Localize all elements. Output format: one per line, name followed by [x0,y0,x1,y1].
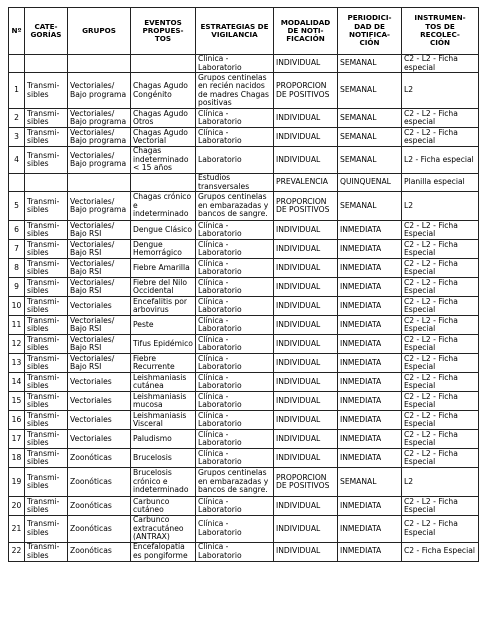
table-row [9,55,479,73]
cell-periodicidad: SEMANAL [338,192,402,221]
cell-modalidad: INDIVIDUAL [274,316,338,335]
cell-instrumento: C2 - L2 - Ficha Especial [402,335,479,354]
cell-periodicidad: INMEDIATA [338,373,402,392]
cell-categoria: Transmi-sibles [25,128,68,147]
cell-categoria [25,55,68,73]
cell-number: 14 [9,373,25,392]
cell-modalidad: INDIVIDUAL [274,221,338,240]
cell-grupo: Zoonóticas [68,497,131,516]
cell-grupo: Vectoriales/ Bajo programa [68,128,131,147]
cell-number: 12 [9,335,25,354]
cell-number: 4 [9,147,25,174]
cell-instrumento: L2 [402,468,479,497]
cell-modalidad: PROPORCION DE POSITIVOS [274,73,338,109]
cell-evento: Brucelosis [131,449,196,468]
cell-grupo: Vectoriales [68,411,131,430]
cell-estrategia: Clínica - Laboratorio [196,497,274,516]
cell-number [9,174,25,192]
cell-categoria: Transmi-sibles [25,468,68,497]
cell-modalidad: PROPORCION DE POSITIVOS [274,468,338,497]
cell-evento: Leishmaniasis cutánea [131,373,196,392]
cell-evento [131,55,196,73]
header-estrategias [196,8,274,55]
cell-grupo [68,174,131,192]
cell-periodicidad: INMEDIATA [338,316,402,335]
cell-periodicidad: INMEDIATA [338,335,402,354]
table-row [9,316,479,335]
cell-categoria: Transmi-sibles [25,240,68,259]
cell-instrumento: C2 - L2 - Ficha Especial [402,516,479,543]
cell-estrategia: Grupos centinelas en recién nacidos de madres Chagas positivas [196,73,274,109]
header-text-line: Nº [11,25,22,35]
cell-evento: Peste [131,316,196,335]
cell-evento: Encefalopatía es pongiforme [131,542,196,561]
cell-periodicidad: SEMANAL [338,147,402,174]
cell-modalidad: INDIVIDUAL [274,297,338,316]
header-text-line: CIÓN [429,38,451,48]
cell-categoria: Transmi-sibles [25,192,68,221]
cell-categoria: Transmi-sibles [25,411,68,430]
table-row [9,174,479,192]
cell-estrategia: Clínica - Laboratorio [196,430,274,449]
table-row [9,373,479,392]
header-text-line: PERIODICI- [347,13,392,23]
cell-estrategia: Laboratorio [196,147,274,174]
cell-estrategia: Clínica - Laboratorio [196,373,274,392]
cell-number: 8 [9,259,25,278]
cell-estrategia: Clínica - Laboratorio [196,335,274,354]
cell-periodicidad: INMEDIATA [338,542,402,561]
cell-categoria: Transmi-sibles [25,297,68,316]
cell-estrategia: Clínica - Laboratorio [196,542,274,561]
cell-grupo: Vectoriales/ Bajo programa [68,147,131,174]
cell-evento: Chagas Agudo Otros [131,109,196,128]
cell-categoria: Transmi-sibles [25,516,68,543]
cell-grupo: Vectoriales [68,297,131,316]
cell-instrumento: C2 - L2 - Ficha Especial [402,430,479,449]
cell-number [9,55,25,73]
cell-modalidad: INDIVIDUAL [274,240,338,259]
header-text-line: PROPUES- [142,25,184,35]
cell-categoria: Transmi-sibles [25,147,68,174]
cell-instrumento: C2 - L2 - Ficha Especial [402,221,479,240]
cell-categoria: Transmi-sibles [25,73,68,109]
cell-instrumento: L2 [402,192,479,221]
cell-estrategia: Clínica - Laboratorio [196,240,274,259]
header-periodicidad [338,8,402,55]
cell-categoria: Transmi-sibles [25,497,68,516]
table-row [9,221,479,240]
cell-instrumento: L2 - Ficha especial [402,147,479,174]
cell-periodicidad: INMEDIATA [338,449,402,468]
cell-grupo: Zoonóticas [68,516,131,543]
cell-periodicidad: INMEDIATA [338,354,402,373]
cell-grupo: Vectoriales/ Bajo RSI [68,316,131,335]
cell-grupo: Vectoriales [68,392,131,411]
cell-grupo: Zoonóticas [68,449,131,468]
table-row [9,278,479,297]
cell-grupo: Vectoriales/ Bajo RSI [68,221,131,240]
cell-modalidad: INDIVIDUAL [274,392,338,411]
cell-estrategia: Estudios transversales [196,174,274,192]
cell-number: 22 [9,542,25,561]
cell-number: 9 [9,278,25,297]
cell-modalidad: INDIVIDUAL [274,497,338,516]
table-row [9,335,479,354]
cell-instrumento: C2 - Ficha Especial [402,542,479,561]
cell-estrategia: Grupos centinelas en embarazadas y bancos de sangre. [196,468,274,497]
cell-evento [131,174,196,192]
cell-modalidad: PROPORCION DE POSITIVOS [274,192,338,221]
table-row [9,430,479,449]
table-row [9,392,479,411]
header-text-line: INSTRUMEN- [414,13,466,23]
header-modalidad [274,8,338,55]
cell-instrumento: C2 - L2 - Ficha especial [402,55,479,73]
cell-periodicidad: INMEDIATA [338,392,402,411]
cell-grupo: Vectoriales [68,430,131,449]
cell-periodicidad: SEMANAL [338,109,402,128]
cell-instrumento: L2 [402,73,479,109]
header-text-line: EVENTOS [144,17,182,27]
surveillance-table [8,7,479,562]
header-categorias [25,8,68,55]
table-row [9,109,479,128]
table-body [9,55,479,562]
cell-instrumento: C2 - L2 - Ficha especial [402,128,479,147]
cell-modalidad: INDIVIDUAL [274,278,338,297]
cell-categoria: Transmi-sibles [25,354,68,373]
header-row [9,8,479,55]
cell-evento: Chagas Agudo Congénito [131,73,196,109]
table-row [9,73,479,109]
cell-instrumento: C2 - L2 - Ficha Especial [402,297,479,316]
cell-estrategia: Clínica - Laboratorio [196,392,274,411]
cell-periodicidad: INMEDIATA [338,221,402,240]
header-text-line: VIGILANCIA [211,30,258,39]
cell-periodicidad: SEMANAL [338,468,402,497]
cell-number: 17 [9,430,25,449]
cell-number: 1 [9,73,25,109]
cell-estrategia: Clínica - Laboratorio [196,354,274,373]
cell-evento: Dengue Hemorrágico [131,240,196,259]
cell-grupo: Vectoriales/ Bajo RSI [68,354,131,373]
cell-categoria: Transmi-sibles [25,392,68,411]
cell-estrategia: Clínica - Laboratorio [196,128,274,147]
cell-number: 13 [9,354,25,373]
cell-modalidad: INDIVIDUAL [274,128,338,147]
cell-instrumento: C2 - L2 - Ficha Especial [402,392,479,411]
cell-modalidad: INDIVIDUAL [274,373,338,392]
cell-instrumento: C2 - L2 - Ficha Especial [402,259,479,278]
table-row [9,449,479,468]
cell-categoria: Transmi-sibles [25,221,68,240]
table-row [9,411,479,430]
cell-modalidad: INDIVIDUAL [274,354,338,373]
header-text-line: FICACIÓN [286,34,325,44]
cell-periodicidad: QUINQUENAL [338,174,402,192]
cell-estrategia: Clínica - Laboratorio [196,449,274,468]
cell-estrategia: Grupos centinelas en embarazadas y bancos de sangre. [196,192,274,221]
cell-grupo: Vectoriales/ Bajo programa [68,73,131,109]
cell-periodicidad: INMEDIATA [338,297,402,316]
cell-grupo: Vectoriales/ Bajo RSI [68,278,131,297]
cell-estrategia: Clínica - Laboratorio [196,109,274,128]
header-number [9,8,25,55]
table-row [9,297,479,316]
table-row [9,542,479,561]
header-text-line: DAD DE [354,21,385,31]
cell-number: 16 [9,411,25,430]
cell-grupo: Vectoriales/ Bajo programa [68,192,131,221]
cell-evento: Leishmaniasis mucosa [131,392,196,411]
cell-evento: Fiebre del Nilo Occidental [131,278,196,297]
cell-number: 10 [9,297,25,316]
header-text-line: TOS DE [425,21,455,31]
cell-grupo: Vectoriales/ Bajo programa [68,109,131,128]
cell-estrategia: Clínica - Laboratorio [196,259,274,278]
cell-number: 21 [9,516,25,543]
cell-instrumento: C2 - L2 - Ficha especial [402,109,479,128]
cell-evento: Carbunco extracutáneo (ANTRAX) [131,516,196,543]
cell-instrumento: C2 - L2 - Ficha Especial [402,497,479,516]
cell-estrategia: Clínica - Laboratorio [196,316,274,335]
cell-grupo: Vectoriales [68,373,131,392]
cell-periodicidad: INMEDIATA [338,278,402,297]
cell-instrumento: C2 - L2 - Ficha Especial [402,316,479,335]
cell-number: 5 [9,192,25,221]
cell-modalidad: PREVALENCIA [274,174,338,192]
cell-periodicidad: INMEDIATA [338,411,402,430]
cell-evento: Fiebre Amarilla [131,259,196,278]
cell-categoria: Transmi-sibles [25,109,68,128]
cell-grupo: Vectoriales/ Bajo RSI [68,240,131,259]
cell-estrategia: Clínica - Laboratorio [196,55,274,73]
cell-estrategia: Clínica - Laboratorio [196,278,274,297]
cell-categoria: Transmi-sibles [25,373,68,392]
table-row [9,516,479,543]
cell-instrumento: C2 - L2 - Ficha Especial [402,373,479,392]
cell-modalidad: INDIVIDUAL [274,516,338,543]
cell-instrumento: C2 - L2 - Ficha Especial [402,411,479,430]
header-text-line: GORÍAS [30,30,62,39]
cell-grupo: Zoonóticas [68,468,131,497]
cell-evento: Chagas indeterminado < 15 años [131,147,196,174]
table-row [9,354,479,373]
cell-categoria: Transmi-sibles [25,278,68,297]
cell-evento: Chagas Agudo Vectorial [131,128,196,147]
cell-estrategia: Clínica - Laboratorio [196,411,274,430]
header-text-line: CATE- [34,21,58,31]
header-text-line: RECOLEC- [420,30,460,39]
cell-modalidad: INDIVIDUAL [274,449,338,468]
cell-instrumento: C2 - L2 - Ficha Especial [402,278,479,297]
cell-periodicidad: INMEDIATA [338,259,402,278]
header-instrumentos [402,8,479,55]
cell-number: 15 [9,392,25,411]
cell-categoria: Transmi-sibles [25,542,68,561]
cell-estrategia: Clínica - Laboratorio [196,516,274,543]
cell-periodicidad: INMEDIATA [338,497,402,516]
header-text-line: ESTRATEGIAS DE [200,21,269,31]
cell-periodicidad: SEMANAL [338,128,402,147]
cell-evento: Carbunco cutáneo [131,497,196,516]
cell-evento: Encefalitis por arbovirus [131,297,196,316]
cell-number: 19 [9,468,25,497]
header-text-line: DE NOTI- [287,25,324,35]
cell-number: 2 [9,109,25,128]
cell-categoria: Transmi-sibles [25,430,68,449]
header-text-line: MODALIDAD [280,17,331,27]
cell-evento: Brucelosis crónico e indeterminado [131,468,196,497]
cell-modalidad: INDIVIDUAL [274,411,338,430]
table-row [9,468,479,497]
cell-estrategia: Clínica - Laboratorio [196,221,274,240]
cell-evento: Paludismo [131,430,196,449]
cell-periodicidad: SEMANAL [338,55,402,73]
cell-grupo: Vectoriales/ Bajo RSI [68,259,131,278]
cell-estrategia: Clínica - Laboratorio [196,297,274,316]
cell-instrumento: Planilla especial [402,174,479,192]
cell-periodicidad: SEMANAL [338,73,402,109]
header-text-line: CIÓN [359,38,380,48]
cell-number: 11 [9,316,25,335]
cell-grupo: Vectoriales/ Bajo RSI [68,335,131,354]
table-row [9,128,479,147]
header-text-line: GRUPOS [82,25,116,35]
cell-evento: Dengue Clásico [131,221,196,240]
cell-instrumento: C2 - L2 - Ficha Especial [402,354,479,373]
cell-categoria: Transmi-sibles [25,316,68,335]
cell-modalidad: INDIVIDUAL [274,55,338,73]
cell-categoria: Transmi-sibles [25,449,68,468]
table-row [9,192,479,221]
cell-categoria [25,174,68,192]
cell-evento: Tifus Epidémico [131,335,196,354]
cell-grupo [68,55,131,73]
cell-grupo: Zoonóticas [68,542,131,561]
table-row [9,497,479,516]
cell-categoria: Transmi-sibles [25,259,68,278]
cell-modalidad: INDIVIDUAL [274,335,338,354]
cell-evento: Leishmaniasis Visceral [131,411,196,430]
cell-modalidad: INDIVIDUAL [274,109,338,128]
cell-evento: Chagas crónico e indeterminado [131,192,196,221]
cell-modalidad: INDIVIDUAL [274,430,338,449]
cell-modalidad: INDIVIDUAL [274,542,338,561]
cell-number: 3 [9,128,25,147]
cell-periodicidad: INMEDIATA [338,516,402,543]
cell-modalidad: INDIVIDUAL [274,147,338,174]
cell-modalidad: INDIVIDUAL [274,259,338,278]
cell-number: 20 [9,497,25,516]
header-eventos [131,8,196,55]
cell-categoria: Transmi-sibles [25,335,68,354]
cell-number: 7 [9,240,25,259]
cell-evento: Fiebre Recurrente [131,354,196,373]
cell-periodicidad: INMEDIATA [338,240,402,259]
cell-instrumento: C2 - L2 - Ficha Especial [402,240,479,259]
header-text-line: NOTIFICA- [348,30,391,39]
cell-instrumento: C2 - L2 - Ficha Especial [402,449,479,468]
header-grupos [68,8,131,55]
header-text-line: TOS [154,34,172,44]
table-row [9,147,479,174]
cell-number: 18 [9,449,25,468]
cell-number: 6 [9,221,25,240]
table-row [9,259,479,278]
table-row [9,240,479,259]
cell-periodicidad: INMEDIATA [338,430,402,449]
